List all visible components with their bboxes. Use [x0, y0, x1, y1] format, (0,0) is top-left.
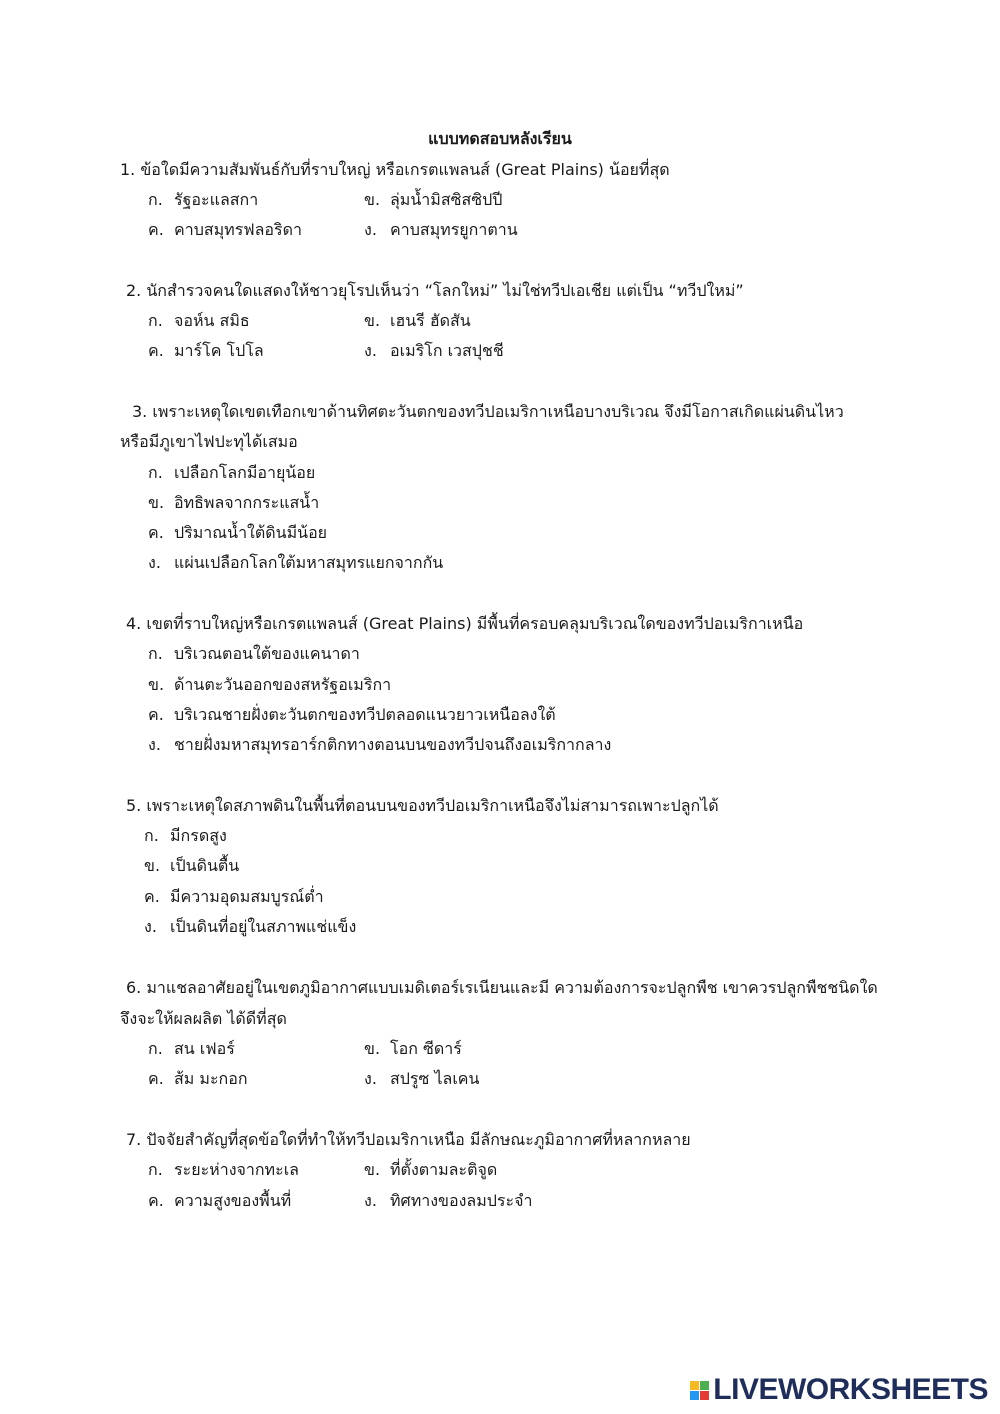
option-marker: ง. — [364, 341, 377, 360]
option-7-c — [148, 1186, 291, 1216]
option-marker: ก. — [144, 826, 159, 845]
option-6-d — [364, 1064, 479, 1094]
option-marker: ง. — [144, 917, 157, 936]
option-marker: ก. — [148, 190, 163, 209]
option-4-c — [148, 700, 556, 730]
option-marker: ข. — [148, 675, 165, 694]
option-marker: ข. — [364, 1160, 381, 1179]
option-text: อิทธิพลจากกระแสน้ำ — [174, 493, 320, 512]
option-text: มีความอุดมสมบูรณ์ต่ำ — [170, 887, 324, 906]
option-4-b — [148, 670, 391, 700]
logo-square-4 — [700, 1391, 709, 1400]
option-4-a — [148, 639, 360, 669]
question-1-text: 1. ข้อใดมีความสัมพันธ์กับที่ราบใหญ่ หรือเกรตแพลนส์ (Great Plains) น้อยที่สุด — [120, 160, 670, 179]
option-marker: ข. — [148, 493, 165, 512]
option-3-a — [148, 458, 315, 488]
option-3-c — [148, 518, 327, 548]
option-6-c — [148, 1064, 248, 1094]
option-text: รัฐอะแลสกา — [174, 190, 259, 209]
option-marker: ค. — [148, 523, 164, 542]
logo-square-1 — [690, 1381, 699, 1390]
option-text: เป็นดินที่อยู่ในสภาพแช่แข็ง — [170, 917, 357, 936]
option-marker: ง. — [364, 1191, 377, 1210]
option-marker: ค. — [148, 1191, 164, 1210]
option-6-a — [148, 1034, 235, 1064]
option-1-c — [148, 215, 302, 245]
option-text: อเมริโก เวสปุชชี — [390, 341, 504, 360]
option-7-d — [364, 1186, 532, 1216]
question-4-text: 4. เขตที่ราบใหญ่หรือเกรตแพลนส์ (Great Plains) มีพื้นที่ครอบคลุมบริเวณใดของทวีปอเมริกาเหนือ — [126, 614, 804, 633]
option-text: ปริมาณน้ำใต้ดินมีน้อย — [174, 523, 328, 542]
option-text: มาร์โค โปโล — [174, 341, 264, 360]
option-marker: ค. — [148, 705, 164, 724]
option-marker: ข. — [144, 856, 161, 875]
question-5-text: 5. เพราะเหตุใดสภาพดินในพื้นที่ตอนบนของทวีปอเมริกาเหนือจึงไม่สามารถเพาะปลูกได้ — [126, 796, 719, 815]
option-text: คาบสมุทรยูกาตาน — [390, 220, 518, 239]
option-marker: ข. — [364, 1039, 381, 1058]
option-text: ความสูงของพื้นที่ — [174, 1191, 292, 1210]
option-marker: ค. — [148, 1069, 164, 1088]
option-6-b — [364, 1034, 462, 1064]
option-2-d — [364, 336, 504, 366]
option-text: ระยะห่างจากทะเล — [174, 1160, 299, 1179]
option-2-c — [148, 336, 264, 366]
question-6-text-line1: 6. มาแชลอาศัยอยู่ในเขตภูมิอากาศแบบเมดิเตอร์เรเนียนและมี ความต้องการจะปลูกพืช เขาควรปลูกพืชชนิดใด — [126, 978, 878, 997]
option-text: ทิศทางของลมประจำ — [390, 1191, 533, 1210]
liveworksheets-logo-icon — [690, 1381, 709, 1400]
option-text: โอก ซีดาร์ — [390, 1039, 462, 1058]
option-5-d — [144, 912, 356, 942]
option-marker: ก. — [148, 644, 163, 663]
option-7-b — [364, 1155, 497, 1185]
liveworksheets-logo[interactable] — [690, 1372, 988, 1408]
option-text: ที่ตั้งตามละติจูด — [390, 1160, 498, 1179]
option-text: มีกรดสูง — [170, 826, 227, 845]
option-marker: ง. — [148, 735, 161, 754]
option-marker: ก. — [148, 1039, 163, 1058]
worksheet-title: แบบทดสอบหลังเรียน — [428, 129, 572, 148]
option-text: ด้านตะวันออกของสหรัฐอเมริกา — [174, 675, 392, 694]
option-text: เฮนรี ฮัดสัน — [390, 311, 471, 330]
option-1-b — [364, 185, 502, 215]
option-5-a — [144, 821, 227, 851]
option-marker: ค. — [148, 220, 164, 239]
option-text: บริเวณตอนใต้ของแคนาดา — [174, 644, 360, 663]
option-text: สน เฟอร์ — [174, 1039, 235, 1058]
option-5-b — [144, 851, 239, 881]
option-text: สปรูซ ไลเคน — [390, 1069, 480, 1088]
option-text: บริเวณชายฝั่งตะวันตกของทวีปตลอดแนวยาวเหนือลงใต้ — [174, 705, 556, 724]
question-3-text-line2: หรือมีภูเขาไฟปะทุได้เสมอ — [120, 432, 298, 451]
option-text: จอห์น สมิธ — [174, 311, 250, 330]
option-marker: ก. — [148, 311, 163, 330]
question-2-text: 2. นักสำรวจคนใดแสดงให้ชาวยุโรปเห็นว่า “โลกใหม่” ไม่ใช่ทวีปเอเชีย แต่เป็น “ทวีปใหม่” — [126, 281, 744, 300]
option-text: เปลือกโลกมีอายุน้อย — [174, 463, 316, 482]
option-text: ส้ม มะกอก — [174, 1069, 248, 1088]
option-marker: ง. — [364, 1069, 377, 1088]
option-5-c — [144, 882, 324, 912]
option-marker: ค. — [144, 887, 160, 906]
option-text: แผ่นเปลือกโลกใต้มหาสมุทรแยกจากกัน — [174, 553, 444, 572]
option-1-d — [364, 215, 518, 245]
option-marker: ง. — [364, 220, 377, 239]
option-marker: ง. — [148, 553, 161, 572]
question-3-text-line1: 3. เพราะเหตุใดเขตเทือกเขาด้านทิศตะวันตกของทวีปอเมริกาเหนือบางบริเวณ จึงมีโอกาสเกิดแผ่นดินไหว — [132, 402, 844, 421]
option-3-d — [148, 548, 443, 578]
option-2-b — [364, 306, 471, 336]
option-4-d — [148, 730, 611, 760]
logo-square-3 — [690, 1391, 699, 1400]
option-marker: ก. — [148, 463, 163, 482]
logo-brand-text: LIVEWORKSHEETS — [713, 1373, 988, 1406]
option-marker: ข. — [364, 190, 381, 209]
option-marker: ข. — [364, 311, 381, 330]
logo-square-2 — [700, 1381, 709, 1390]
option-3-b — [148, 488, 319, 518]
option-text: เป็นดินตื้น — [170, 856, 240, 875]
option-1-a — [148, 185, 258, 215]
option-marker: ค. — [148, 341, 164, 360]
option-text: ลุ่มน้ำมิสซิสซิปปี — [390, 190, 503, 209]
question-6-text-line2: จึงจะให้ผลผลิต ได้ดีที่สุด — [120, 1009, 287, 1028]
question-7-text: 7. ปัจจัยสำคัญที่สุดข้อใดที่ทำให้ทวีปอเมริกาเหนือ มีลักษณะภูมิอากาศที่หลากหลาย — [126, 1130, 691, 1149]
option-text: ชายฝั่งมหาสมุทรอาร์กติกทางตอนบนของทวีปจนถึงอเมริกากลาง — [174, 735, 612, 754]
option-7-a — [148, 1155, 299, 1185]
option-text: คาบสมุทรฟลอริดา — [174, 220, 303, 239]
option-2-a — [148, 306, 250, 336]
option-marker: ก. — [148, 1160, 163, 1179]
